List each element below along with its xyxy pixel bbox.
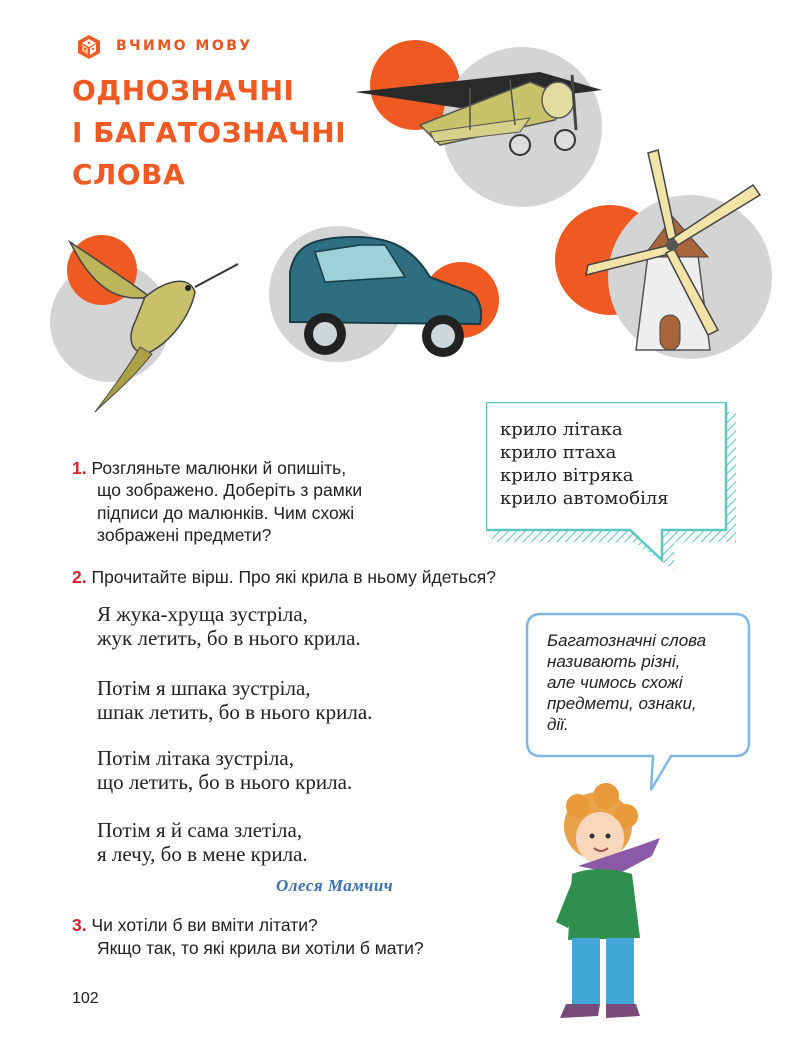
phrase-item: крило вітряка xyxy=(500,465,634,486)
task-number: 1. xyxy=(72,458,87,478)
task-text-line: Якщо так, то які крила ви хотіли б мати? xyxy=(97,938,424,958)
page-number: 102 xyxy=(72,990,99,1007)
boy-illustration xyxy=(548,782,676,1030)
task-text-line: Чи хотіли б ви вміти літати? xyxy=(91,915,318,935)
phrase-item: крило автомобіля xyxy=(500,488,669,509)
phrase-item: крило літака xyxy=(500,419,623,440)
bubble-line: Багатозначні слова xyxy=(547,631,707,650)
poem-author: Олеся Мамчич xyxy=(276,876,394,895)
title-line: СЛОВА xyxy=(72,158,186,191)
bubble-line: називають різні, xyxy=(547,652,681,671)
hummingbird-illustration xyxy=(40,222,250,422)
poem-line: Потім літака зустріла, xyxy=(97,746,294,770)
car-illustration xyxy=(265,212,505,372)
task-number: 3. xyxy=(72,915,87,935)
poem-line: що летить, бо в нього крила. xyxy=(97,770,353,794)
poem-line: я лечу, бо в мене крила. xyxy=(97,842,308,866)
bubble-line: але чимось схожі xyxy=(547,673,683,692)
task-3 xyxy=(72,914,318,936)
task-text-line: Прочитайте вірш. Про які крила в ньому йдеться? xyxy=(91,567,496,587)
task-text-line: зображені предмети? xyxy=(97,525,272,545)
task-number: 2. xyxy=(72,567,87,587)
poem-line: Потім я й сама злетіла, xyxy=(97,818,303,842)
poem-stanza xyxy=(97,746,352,794)
bubble-line: предмети, ознаки, xyxy=(547,694,697,713)
windmill-illustration xyxy=(548,145,773,360)
title-line: ОДНОЗНАЧНІ xyxy=(72,74,295,107)
poem-stanza xyxy=(97,602,361,650)
task-text-line: що зображено. Доберіть з рамки xyxy=(97,480,363,500)
bubble-text xyxy=(547,630,737,735)
task-1 xyxy=(72,457,346,479)
poem-stanza xyxy=(97,818,308,866)
page-title xyxy=(72,70,346,196)
title-line: І БАГАТОЗНАЧНІ xyxy=(72,116,347,149)
task-2 xyxy=(72,566,496,588)
poem-line: Я жука-хруща зустріла, xyxy=(97,602,308,626)
task-text-line: підписи до малюнків. Чим схожі xyxy=(97,503,355,523)
bubble-line: дії. xyxy=(547,715,569,734)
poem-stanza xyxy=(97,676,372,724)
poem-line: жук летить, бо в нього крила. xyxy=(97,626,361,650)
phrase-item: крило птаха xyxy=(500,442,617,463)
poem-line: шпак летить, бо в нього крила. xyxy=(97,700,373,724)
task-text-line: Розгляньте малюнки й опишіть, xyxy=(91,458,347,478)
poem-line: Потім я шпака зустріла, xyxy=(97,676,311,700)
section-label: ВЧИМО МОВУ xyxy=(116,38,253,54)
dice-icon xyxy=(76,34,102,60)
phrases-list xyxy=(500,418,669,510)
